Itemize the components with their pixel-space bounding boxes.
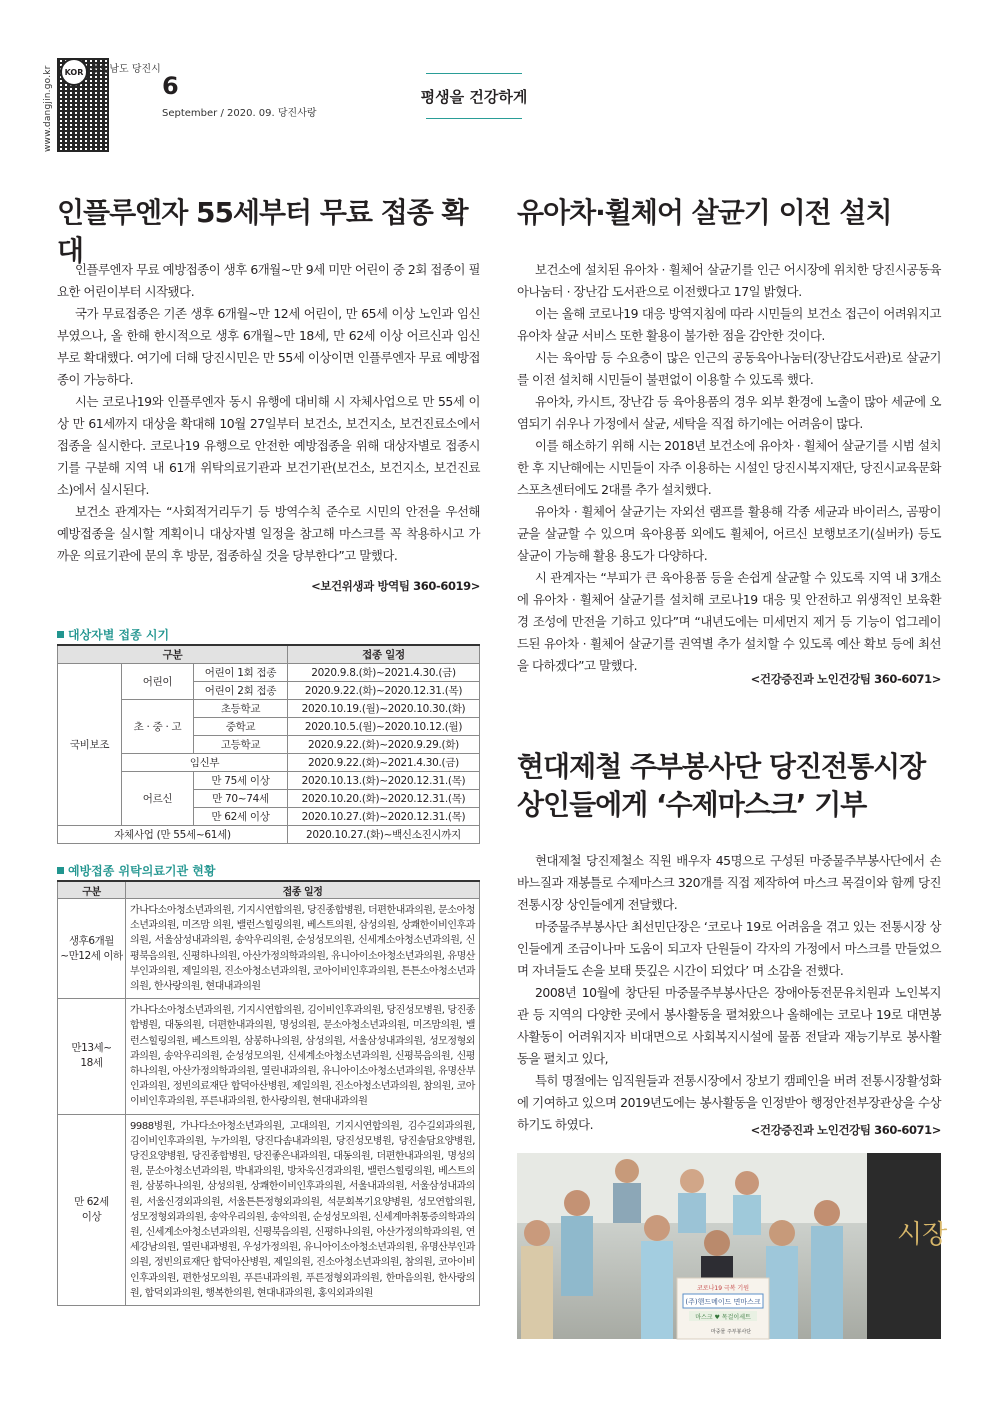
schedule-table <box>57 644 480 844</box>
date-cell: 2020.10.27.(화)~백신소진시까지 <box>288 826 480 844</box>
paragraph: 시는 코로나19와 인플루엔자 동시 유행에 대비해 시 자체사업으로 만 55세 이상 만 61세까지 대상을 확대해 10월 27일부터 보건소, 보건지소, 보건진료소에서 접종을 실시한다. 코로나19 유행으로 안전한 예방접종을 위해 대상자별로 접종시기를 구분해 지역 내 61개 위탁의료기관과 보건기관(보건소, 보건지소, 보건진료소)에서 실시된다. <box>57 394 480 497</box>
category-line: 이상 <box>81 1210 102 1223</box>
self-project-cell: 자체사업 (만 55세~61세) <box>58 826 288 844</box>
person-head <box>704 1230 730 1256</box>
hospital-table <box>57 880 480 1306</box>
article-mask-credit: <건강증진과 노인건강팀 360-6071> <box>750 1123 941 1137</box>
paragraph: 시 관계자는 “부피가 큰 육아용품 등을 손쉽게 살균할 수 있도록 지역 내 3개소에 유아차 · 휠체어 살균기를 설치해 코로나19 대응 및 안전하고 위생적인 보육환경 조성에 만전을 기하고 있다”며 “내년도에는 미세먼지 제거 등 기능이 업그레이드된 유아차 · 휠체어 살균기를 권역별 추가 설치할 수 있도록 예산 확보 등에 최선을 다하겠다”고 말했다. <box>517 570 941 673</box>
article-influenza-title: 인플루엔자 55세부터 무료 접종 확대 <box>57 196 468 267</box>
hospital-list-cell: 가나다소아청소년과의원, 기지시연합의원, 김이비인후과의원, 당진성모병원, 당진종합병원, 대동의원, 더편한내과의원, 명성의원, 문소아청소년과의원, 미즈맘의원, 밸런스힐링의원, 베스트의원, 삼봉하나의원, 삼성의원, 서울삼성내과의원, 성모정형외과의원, 송악우리의원, 순성성모의원, 신세계소아청소년과의원, 신평북음의원, 신평하나의원, 아산가정의학과의원, 열린내과의원, 유니아이소아청소년과의원, 유명산부인과의원, 정빈의료재단 합덕아산병원, 제일의원, 진소아청소년과의원, 참의원, 코아이비인후과의원, 푸른내과의원, 한사랑의원, 현대내과의원 <box>126 999 480 1114</box>
category-line: 만13세~ <box>71 1042 112 1055</box>
sub-cell: 만 70~74세 <box>194 790 288 808</box>
person-body <box>766 1246 798 1339</box>
table-header: 구분 <box>58 645 288 664</box>
category-line: ~만12세 이하 <box>60 949 123 962</box>
paragraph: 유아차, 카시트, 장난감 등 육아용품의 경우 외부 환경에 노출이 많아 세균에 오염되기 쉬우나 가정에서 살균, 세탁을 직접 하기에는 어려움이 많다. <box>517 394 941 431</box>
paragraph: 보건소에 설치된 유아차 · 휠체어 살균기를 인근 어시장에 위치한 당진시공동육아나눔터 · 장난감 도서관으로 이전했다고 17일 밝혔다. <box>517 262 941 299</box>
paragraph: 마중물주부봉사단 최선민단장은 ‘코로나 19로 어려움을 겪고 있는 전통시장 상인들에게 조금이나마 도움이 되고자 단원들이 각자의 가정에서 마스크를 만들었으며 자녀들도 손을 보태 뜻깊은 시간이 되었다’ 며 소감을 전했다. <box>517 919 941 978</box>
korea-logo-icon: KOR <box>60 58 88 86</box>
person-body <box>521 1246 553 1339</box>
category-cell <box>58 899 126 999</box>
article-sterilizer-title: 유아차·휠체어 살균기 이전 설치 <box>517 196 892 229</box>
category-cell <box>58 999 126 1114</box>
category-cell: 어린이 <box>122 664 194 700</box>
table-header: 구분 <box>58 881 126 899</box>
article-sterilizer-credit: <건강증진과 노인건강팀 360-6071> <box>750 672 941 686</box>
article-influenza-body <box>57 259 480 567</box>
category-line: 만 62세 <box>74 1195 109 1208</box>
person-head <box>680 1169 704 1193</box>
volunteer-group-photo <box>517 1153 948 1339</box>
sub-cell: 초등학교 <box>194 700 288 718</box>
hospital-list-cell: 가나다소아청소년과의원, 기지시연합의원, 당진종합병원, 더편한내과의원, 문소아청소년과의원, 미즈맘 의원, 밸런스힐링의원, 베스트의원, 삼성의원, 상쾌한이비인후과의원, 서울삼성내과의원, 송악우리의원, 순성성모의원, 신세계소아청소년과의원, 신평북음의원, 신평하나의원, 아산가정의학과의원, 유니아이소아청소년과의원, 유명산부인과의원, 제일의원, 진소아청소년과의원, 코아이비인후과의원, 튼튼소아청소년과의원, 한사랑의원, 현대내과의원 <box>126 899 480 999</box>
page-number: 6 <box>162 72 179 100</box>
category-cell: 초 · 중 · 고 <box>122 700 194 754</box>
date-cell: 2020.9.22.(화)~2021.4.30.(금) <box>288 754 480 772</box>
paragraph: 특히 명절에는 임직원들과 전통시장에서 장보기 캠페인을 버려 전통시장활성화에 기여하고 있으며 2019년도에는 봉사활동을 인정받아 행정안전부장관상을 수상하기도 하였다. <box>517 1073 941 1132</box>
article-mask-body <box>517 850 941 1136</box>
square-bullet-icon <box>57 631 64 638</box>
sign-text: 시장 <box>897 1220 948 1250</box>
table-row <box>58 899 480 999</box>
section-rule-bottom <box>426 118 522 119</box>
schedule-table-title-text: 대상자별 접종 시기 <box>68 628 170 642</box>
person-head <box>814 1200 840 1226</box>
sub-cell: 어린이 1회 접종 <box>194 664 288 682</box>
paragraph: 보건소 관계자는 “사회적거리두기 등 방역수칙 준수로 시민의 안전을 우선해 예방접종을 실시할 계획이니 대상자별 일정을 참고해 마스크를 꼭 착용하시고 가까운 의료기관에 문의 후 방문, 접종하실 것을 당부한다”고 말했다. <box>57 504 480 563</box>
banner-top-text: 코로나19 극복 기원 <box>696 1285 750 1292</box>
schedule-table-title <box>57 626 169 643</box>
paragraph: 인플루엔자 무료 예방접종이 생후 6개월~만 9세 미만 어린이 중 2회 접종이 필요한 어린이부터 시작됐다. <box>57 262 480 299</box>
date-cell: 2020.10.13.(화)~2020.12.31.(목) <box>288 772 480 790</box>
paragraph: 국가 무료접종은 기존 생후 6개월~만 12세 어린이, 만 65세 이상 노인과 임신부였으나, 올 한해 한시적으로 생후 6개월~만 18세, 만 62세 이상 어르신과 임신부로 확대했다. 여기에 더해 당진시민은 만 55세 이상이면 인플루엔자 무료 예방접종이 가능하다. <box>57 306 480 387</box>
category-line: 생후6개월 <box>68 934 114 947</box>
person-head <box>564 1190 590 1216</box>
hospital-table-title <box>57 862 215 879</box>
sub-cell: 고등학교 <box>194 736 288 754</box>
title-line: 상인들에게 ‘수제마스크’ 기부 <box>517 787 867 821</box>
paragraph: 유아차 · 휠체어 살균기는 자외선 램프를 활용해 각종 세균과 바이러스, 곰팡이균을 살균할 수 있으며 육아용품 외에도 휠체어, 어르신 보행보조기(실버카) 등도 살균이 가능해 활용 용도가 다양하다. <box>517 504 941 563</box>
paragraph: 이는 올해 코로나19 대응 방역지침에 따라 시민들의 보건소 접근이 어려워지고 유아차 살균 서비스 또한 활용이 불가한 점을 감안한 것이다. <box>517 306 941 343</box>
banner-main-text: (주)핸드메이드 면마스크 <box>685 1298 761 1306</box>
issue-label: September / 2020. 09. 당진사랑 <box>162 108 317 119</box>
date-cell: 2020.9.8.(화)~2021.4.30.(금) <box>288 664 480 682</box>
date-cell: 2020.10.5.(월)~2020.10.12.(월) <box>288 718 480 736</box>
category-line: 18세 <box>80 1057 103 1070</box>
date-cell: 2020.9.22.(화)~2020.9.29.(화) <box>288 736 480 754</box>
paragraph: 시는 육아맘 등 수요층이 많은 인근의 공동육아나눔터(장난감도서관)로 살균기를 이전 설치해 시민들이 불편없이 이용할 수 있도록 했다. <box>517 350 941 387</box>
person-head <box>615 1159 639 1183</box>
city-name: 충청남도 당진시 <box>90 64 161 75</box>
article-sterilizer-body <box>517 259 941 677</box>
hospital-list-cell: 9988병원, 가나다소아청소년과의원, 고대의원, 기지시연합의원, 김수길외과의원, 김이비인후과의원, 누가의원, 당진다솜내과의원, 당진성모병원, 당진솔담요양병원, 당진요양병원, 당진종합병원, 당진좋은내과의원, 대동의원, 더편한내과의원, 명성의원, 문소아청소년과의원, 박내과의원, 방차욱신경과의원, 밸런스힐링의원, 베스트의원, 삼봉하나의원, 삼성의원, 상쾌한이비인후과의원, 서울내과의원, 서울삼성내과의원, 서울신경외과의원, 서울튼튼정형외과의원, 석문회복기요양병원, 성모연합의원, 성모정형외과의원, 송악우리의원, 송악의원, 순성성모의원, 신세계마취통증의학과의원, 신세계소아청소년과의원, 신평북음의원, 신평하나의원, 아산가정의학과의원, 연세강남의원, 열린내과병원, 우성가정의원, 유니아이소아청소년과의원, 유명산부인과의원, 정빈의료재단 합덕아산병원, 제일의원, 진소아청소년과의원, 참의원, 코아이비인후과의원, 편한성모의원, 푸른내과의원, 푸른정형외과의원, 한마음의원, 한사랑의원, 합덕외과의원, 행복한의원, 현대내과의원, 홍익외과의원 <box>126 1114 480 1305</box>
person-body <box>678 1193 706 1233</box>
banner-org-text: 마중물 주부봉사단 <box>710 1329 752 1335</box>
article-mask-title <box>517 748 957 824</box>
date-cell: 2020.10.19.(월)~2020.10.30.(화) <box>288 700 480 718</box>
sub-cell: 임신부 <box>122 754 288 772</box>
donation-banner <box>677 1278 769 1339</box>
table-header: 접종 일정 <box>126 881 480 899</box>
person-head <box>644 1215 670 1241</box>
section-title: 평생을 건강하게 <box>420 88 528 106</box>
person-head <box>735 1171 759 1195</box>
title-line: 현대제철 주부봉사단 당진전통시장 <box>517 750 926 783</box>
website-url: www.dangjin.go.kr <box>43 65 53 152</box>
paragraph: 현대제철 당진제철소 직원 배우자 45명으로 구성된 마중물주부봉사단에서 손바느질과 재봉틀로 수제마스크 320개를 직접 제작하여 마스크 목걸이와 함께 당진전통시장 상인들에게 전달했다. <box>517 853 941 912</box>
person-body <box>733 1195 761 1235</box>
person-body <box>613 1183 641 1223</box>
photo-illustration <box>517 1153 948 1339</box>
paragraph: 2008년 10월에 창단된 마중물주부봉사단은 장애아동전문유치원과 노인복지관 등 지역의 다양한 곳에서 봉사활동을 펼쳐왔으나 올해에는 코로나 19로 대면봉사활동이 어려워지자 비대면으로 사회복지시설에 물품 전달과 재능기부로 봉사활동을 펼치고 있다, <box>517 985 941 1066</box>
sub-cell: 만 62세 이상 <box>194 808 288 826</box>
date-cell: 2020.9.22.(화)~2020.12.31.(목) <box>288 682 480 700</box>
person-body <box>561 1216 593 1296</box>
person-body <box>811 1226 843 1339</box>
table-header: 접종 일정 <box>288 645 480 664</box>
table-row <box>58 999 480 1114</box>
sub-cell: 만 75세 이상 <box>194 772 288 790</box>
banner-sub-text: 마스크 ♥ 목걸이세트 <box>695 1314 751 1321</box>
sub-cell: 어린이 2회 접종 <box>194 682 288 700</box>
sub-cell: 중학교 <box>194 718 288 736</box>
table-row <box>58 1114 480 1305</box>
section-rule-top <box>426 73 522 74</box>
date-cell: 2020.10.27.(화)~2020.12.31.(목) <box>288 808 480 826</box>
date-cell: 2020.10.20.(화)~2020.12.31.(목) <box>288 790 480 808</box>
person-head <box>524 1220 550 1246</box>
group-cell: 국비보조 <box>58 664 122 826</box>
paragraph: 이를 해소하기 위해 시는 2018년 보건소에 유아차 · 휠체어 살균기를 시범 설치한 후 지난해에는 시민들이 자주 이용하는 시설인 당진시복지재단, 당진시교육문화스포츠센터에도 2대를 추가 설치했다. <box>517 438 941 497</box>
person-body <box>641 1241 673 1339</box>
category-cell: 어르신 <box>122 772 194 826</box>
category-cell <box>58 1114 126 1305</box>
person-head <box>769 1220 795 1246</box>
article-influenza-credit: <보건위생과 방역팀 360-6019> <box>311 579 480 593</box>
hospital-table-title-text: 예방접종 위탁의료기관 현황 <box>68 864 216 878</box>
square-bullet-icon <box>57 867 64 874</box>
